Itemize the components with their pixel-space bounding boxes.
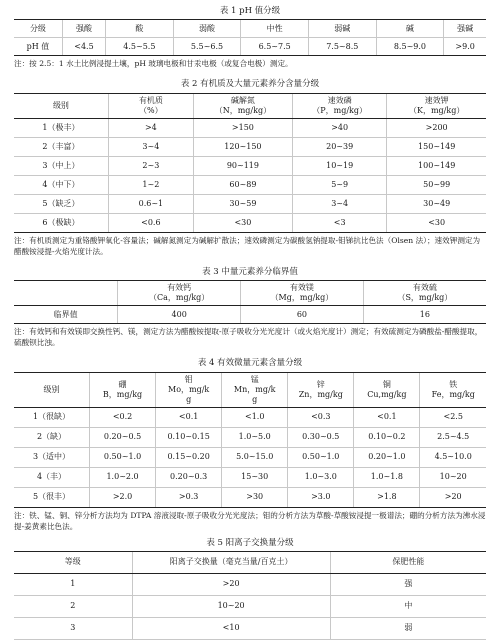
column-header: 有机质 （%）: [108, 93, 193, 118]
table-cell: 1: [14, 574, 132, 596]
table-cell: pH 值: [14, 38, 62, 56]
table-cell: >20: [132, 574, 330, 596]
column-header: 速效钾 （K，mg/kg）: [387, 93, 486, 118]
ph-grade-table: [14, 19, 486, 56]
table-cell: 2~3: [108, 156, 193, 175]
table-row: [14, 306, 486, 324]
table-cell: 0.30~0.5: [288, 427, 354, 447]
table-row: [14, 156, 486, 175]
table-cell: <4.5: [62, 38, 105, 56]
table-cell: 5~9: [292, 175, 386, 194]
table-cell: 1.0~5.0: [222, 427, 288, 447]
table2-caption: 表 2 有机质及大量元素养分含量分级: [180, 79, 320, 90]
table-header-row: [14, 281, 486, 306]
table-cell: 120~150: [193, 137, 292, 156]
table1-caption: 表 1 pH 值分级: [219, 6, 281, 16]
table-cell: 酸: [106, 20, 174, 38]
table-cell: 3: [14, 618, 132, 640]
table-cell: 3~4: [108, 137, 193, 156]
table-cell: <0.6: [108, 213, 193, 232]
column-header: 有效镁 （Mg，mg/kg）: [241, 281, 364, 306]
table-cell: 1.0~3.0: [288, 467, 354, 487]
table-cell: 3~4: [292, 194, 386, 213]
column-header: 锰 Mn，mg/k g: [222, 372, 288, 407]
table-cell: 1~2: [108, 175, 193, 194]
table-cell: 5（缺乏）: [14, 194, 108, 213]
column-header: 级别: [14, 372, 90, 407]
table-row: [14, 38, 486, 56]
table-cell: 中性: [241, 20, 309, 38]
table-cell: 弱碱: [308, 20, 376, 38]
column-header: 铜 Cu,mg/kg: [354, 372, 420, 407]
column-header: [14, 281, 118, 306]
table-cell: 0.20~1.0: [354, 447, 420, 467]
table-cell: <1.0: [222, 407, 288, 427]
table-row: [14, 175, 486, 194]
table-cell: 4（丰）: [14, 467, 90, 487]
column-header: 硼 B，mg/kg: [90, 372, 156, 407]
table-cell: 60~89: [193, 175, 292, 194]
table-cell: 10~20: [420, 467, 486, 487]
table-cell: >1.8: [354, 487, 420, 507]
column-header: 钼 Mo，mg/k g: [156, 372, 222, 407]
column-header: 有效钙 （Ca，mg/kg）: [118, 281, 241, 306]
table-cell: 中: [330, 596, 486, 618]
column-header: 有效硫 （S，mg/kg）: [363, 281, 486, 306]
table-cell: 临界值: [14, 306, 118, 324]
column-header: 级别: [14, 93, 108, 118]
table-row: [14, 20, 486, 38]
table-cell: 5（很丰）: [14, 487, 90, 507]
table-cell: 6（极缺）: [14, 213, 108, 232]
table-cell: >20: [420, 487, 486, 507]
table-cell: <0.1: [354, 407, 420, 427]
table3-caption: 表 3 中量元素养分临界值: [202, 266, 298, 277]
table-cell: 4.5~5.5: [106, 38, 174, 56]
table-cell: 1（很缺）: [14, 407, 90, 427]
table-cell: 6.5~7.5: [241, 38, 309, 56]
table-row: [14, 118, 486, 137]
table-cell: 3（中上）: [14, 156, 108, 175]
table1-note: 注：按 2.5：1 水土比例浸提土壤，pH 玻璃电极和甘汞电极（或复合电极）测定。: [14, 59, 293, 69]
table-cell: 400: [118, 306, 241, 324]
table-cell: 0.10~0.2: [354, 427, 420, 447]
table-cell: 30~49: [387, 194, 486, 213]
table-cell: 10~19: [292, 156, 386, 175]
column-header: 锌 Zn，mg/kg: [288, 372, 354, 407]
table-cell: 0.50~1.0: [288, 447, 354, 467]
table-cell: 150~149: [387, 137, 486, 156]
table-cell: >150: [193, 118, 292, 137]
table-cell: 分级: [14, 20, 62, 38]
table-row: [14, 447, 486, 467]
table-cell: >9.0: [444, 38, 486, 56]
table-cell: 20~39: [292, 137, 386, 156]
table-row: [14, 137, 486, 156]
nutrient-grade-table: [14, 93, 486, 233]
table-cell: 3（适中）: [14, 447, 90, 467]
table-cell: 0.20~0.3: [156, 467, 222, 487]
column-header: 等级: [14, 552, 132, 574]
table-cell: >4: [108, 118, 193, 137]
table-row: [14, 487, 486, 507]
table-header-row: [14, 93, 486, 118]
column-header: 速效磷 （P，mg/kg）: [292, 93, 386, 118]
table3-note: 注：有效钙和有效镁即交换性钙、镁，测定方法为醋酸铵提取-原子吸收分光光度计（或火焰光度计）测定；有效硫测定为磷酸盐-醋酸提取，硫酸钡比浊。: [14, 327, 483, 348]
table-cell: 7.5~8.5: [308, 38, 376, 56]
table-cell: 15~30: [222, 467, 288, 487]
table4-caption: 表 4 有效微量元素含量分级: [197, 358, 303, 369]
secondary-nutrient-table: [14, 280, 486, 324]
table-cell: 2: [14, 596, 132, 618]
table-cell: 弱: [330, 618, 486, 640]
table-cell: <30: [193, 213, 292, 232]
table-cell: 5.5~6.5: [173, 38, 241, 56]
micronutrient-grade-table: [14, 372, 486, 508]
table-cell: 1（极丰）: [14, 118, 108, 137]
table2-note: 注：有机质测定为重铬酸钾氧化-容量法；碱解氮测定为碱解扩散法；速效磷测定为碳酸氢钠提取-钼锑抗比色法（Olsen 法）；速效钾测定为醋酸铵浸提-火焰光度计法。: [14, 235, 481, 256]
table-cell: <30: [387, 213, 486, 232]
table-cell: >30: [222, 487, 288, 507]
table4-note: 注：铁、锰、铜、锌分析方法均为 DTPA 溶液浸取-原子吸收分光光度法；钼的分析方法为草酸-草酸铵浸提一极谱法；硼的分析方法为沸水浸提-姜黄素比色法。: [14, 510, 486, 531]
table-header-row: [14, 552, 486, 574]
column-header: 碱解氮 （N，mg/kg）: [193, 93, 292, 118]
table-cell: 0.15~0.20: [156, 447, 222, 467]
table-cell: 强: [330, 574, 486, 596]
table-cell: >2.0: [90, 487, 156, 507]
table-cell: >0.3: [156, 487, 222, 507]
table-cell: 8.5~9.0: [376, 38, 444, 56]
table-cell: 0.10~0.15: [156, 427, 222, 447]
table-cell: 10~20: [132, 596, 330, 618]
table-cell: 0.20~0.5: [90, 427, 156, 447]
table-cell: <0.3: [288, 407, 354, 427]
table-cell: 60: [241, 306, 364, 324]
table-cell: <10: [132, 618, 330, 640]
table-cell: 1.0~2.0: [90, 467, 156, 487]
table-cell: 4（中下）: [14, 175, 108, 194]
table-header-row: [14, 372, 486, 407]
table-cell: 16: [363, 306, 486, 324]
table-cell: <2.5: [420, 407, 486, 427]
table-cell: 2.5~4.5: [420, 427, 486, 447]
table-cell: 2（缺）: [14, 427, 90, 447]
table-row: [14, 618, 486, 640]
table-row: [14, 467, 486, 487]
table-cell: <0.1: [156, 407, 222, 427]
table-row: [14, 194, 486, 213]
table5-caption: 表 5 阳离子交换量分级: [206, 537, 294, 548]
table-row: [14, 213, 486, 232]
table-cell: >40: [292, 118, 386, 137]
table-cell: 2（丰富）: [14, 137, 108, 156]
table-cell: 强酸: [62, 20, 105, 38]
table-row: [14, 574, 486, 596]
table-cell: <3: [292, 213, 386, 232]
table-cell: 弱酸: [173, 20, 241, 38]
table-cell: <0.2: [90, 407, 156, 427]
table-cell: 100~149: [387, 156, 486, 175]
table-row: [14, 427, 486, 447]
table-cell: 90~119: [193, 156, 292, 175]
table-cell: 强碱: [444, 20, 486, 38]
table-cell: >200: [387, 118, 486, 137]
table-cell: 碱: [376, 20, 444, 38]
table-cell: 30~59: [193, 194, 292, 213]
table-cell: 4.5~10.0: [420, 447, 486, 467]
table-row: [14, 596, 486, 618]
table-cell: 0.6~1: [108, 194, 193, 213]
table-cell: >3.0: [288, 487, 354, 507]
cec-grade-table: [14, 551, 486, 640]
column-header: 阳离子交换量（毫克当量/百克土）: [132, 552, 330, 574]
table-cell: 50~99: [387, 175, 486, 194]
table-cell: 0.50~1.0: [90, 447, 156, 467]
column-header: 铁 Fe，mg/kg: [420, 372, 486, 407]
table-cell: 1.0~1.8: [354, 467, 420, 487]
column-header: 保肥性能: [330, 552, 486, 574]
table-cell: 5.0~15.0: [222, 447, 288, 467]
table-row: [14, 407, 486, 427]
